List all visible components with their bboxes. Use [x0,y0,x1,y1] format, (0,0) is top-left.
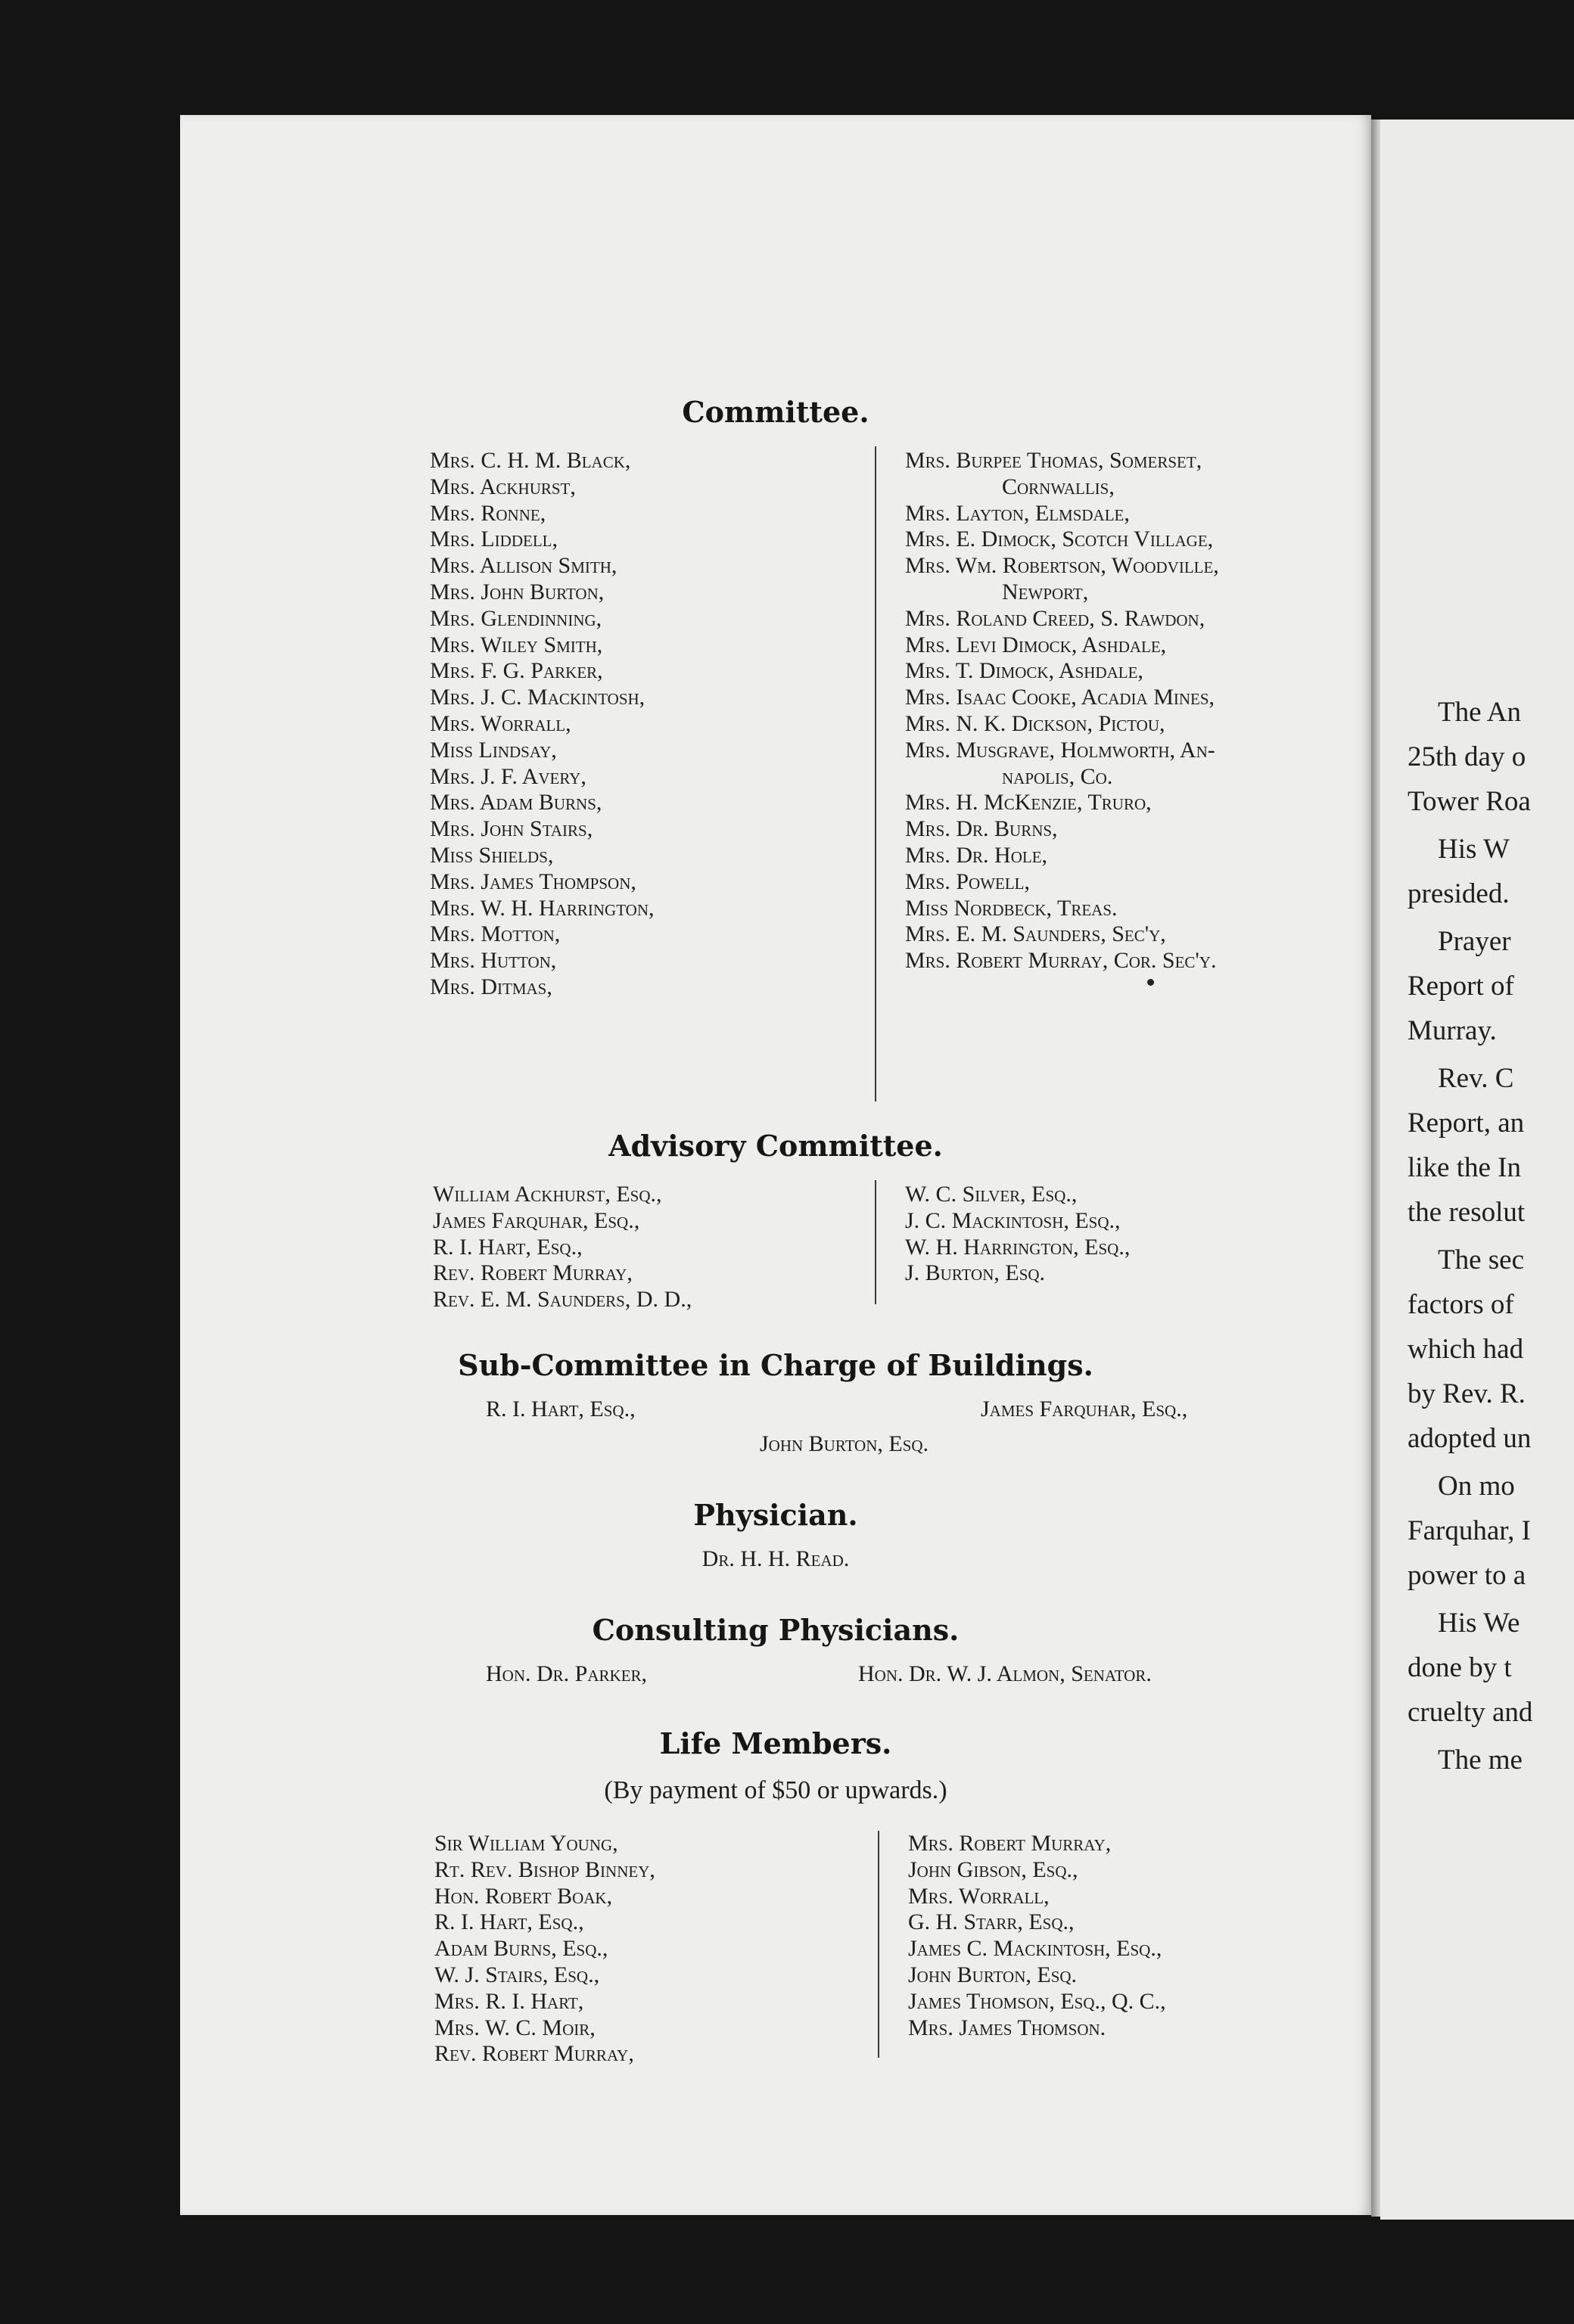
text-line: Farquhar, I [1408,1515,1531,1546]
text-line: The sec [1438,1244,1525,1275]
text-line: by Rev. R. [1408,1378,1526,1409]
text-line: presided. [1408,878,1510,909]
list-item: Hon. Robert Boak, [434,1883,613,1909]
list-item: G. H. Starr, Esq., [908,1909,1075,1935]
advisory-heading: Advisory Committee. [608,1129,943,1163]
list-item: Mrs. Roland Creed, S. Rawdon, [905,605,1205,631]
list-item: Mrs. J. F. Avery, [430,763,586,789]
list-item: Miss Shields, [430,842,554,868]
consulting-heading: Consulting Physicians. [592,1613,960,1647]
advisory-right-column [905,1182,1130,1287]
text-line: Tower Roa [1408,786,1531,817]
list-item: W. H. Harrington, Esq., [905,1234,1131,1260]
column-divider [875,1180,876,1304]
list-item: John Burton, Esq. [908,1962,1078,1987]
column-divider [878,1831,879,2058]
text-line: factors of [1408,1289,1514,1320]
text-line: Report, an [1408,1108,1525,1139]
list-item: Mrs. W. H. Harrington, [430,895,655,921]
list-item: Mrs. Worrall, [908,1883,1050,1909]
list-item: W. C. Silver, Esq., [905,1182,1078,1207]
list-item: Mrs. John Stairs, [430,816,593,842]
list-item: Rev. Robert Murray, [434,2041,634,2067]
advisory-left-column [433,1182,692,1313]
committee-heading: Committee. [682,395,869,429]
physician-name: Dr. H. H. Read. [701,1546,850,1571]
list-item: Mrs. Liddell, [430,527,558,552]
list-item: Mrs. E. Dimock, Scotch Village, [905,527,1214,552]
list-item: Mrs. Adam Burns, [430,790,602,816]
list-item: William Ackhurst, Esq., [433,1182,662,1207]
text-line: Murray. [1408,1015,1497,1046]
list-item: Mrs. Powell, [905,868,1031,894]
list-item: Mrs. Worrall, [430,710,571,736]
list-item-continuation: napolis, Co. [1002,763,1113,789]
list-item: Mrs. Ackhurst, [430,474,576,499]
column-divider [875,446,876,1101]
list-item: Mrs. N. K. Dickson, Pictou, [905,710,1165,736]
buildings-member: John Burton, Esq. [760,1431,929,1456]
list-item: Mrs. F. G. Parker, [430,658,603,684]
list-item: Mrs. James Thompson, [430,868,636,894]
list-item: W. J. Stairs, Esq., [434,1962,600,1987]
life-members-right-column [908,1831,1166,2041]
text-line: adopted un [1408,1423,1532,1454]
list-item: Mrs. Musgrave, Holmworth, An- [905,737,1215,763]
list-item: Mrs. Ditmas, [430,974,552,999]
text-line: the resolut [1408,1197,1526,1228]
buildings-heading: Sub-Committee in Charge of Buildings. [458,1348,1093,1382]
list-item: Mrs. James Thomson. [908,2015,1106,2040]
ink-dot [1147,979,1154,986]
consulting-physician: Hon. Dr. W. J. Almon, Senator. [858,1661,1152,1686]
list-item: Mrs. Levi Dimock, Ashdale, [905,632,1167,657]
text-line: cruelty and [1408,1697,1533,1728]
life-members-left-column [434,1831,655,2068]
text-line: 25th day o [1408,741,1526,772]
text-line: His W [1438,834,1510,865]
buildings-member: James Farquhar, Esq., [981,1397,1188,1421]
list-item: James C. Mackintosh, Esq., [908,1936,1162,1962]
text-line: The me [1438,1745,1523,1776]
buildings-member: R. I. Hart, Esq., [486,1397,636,1421]
list-item: Mrs. R. I. Hart, [434,1988,584,2014]
list-item: Mrs. Wm. Robertson, Woodville, [905,553,1219,579]
text-line: power to a [1408,1560,1526,1591]
list-item: James Thomson, Esq., Q. C., [908,1988,1166,2014]
consulting-physician: Hon. Dr. Parker, [486,1661,648,1686]
list-item: J. Burton, Esq. [905,1260,1046,1286]
list-item: Mrs. Robert Murray, Cor. Sec'y. [905,948,1217,974]
list-item-continuation: Cornwallis, [1002,474,1115,499]
text-line: Rev. C [1438,1063,1514,1094]
list-item: R. I. Hart, Esq., [433,1234,583,1260]
list-item: Mrs. Allison Smith, [430,553,617,579]
list-item: Rev. Robert Murray, [433,1260,633,1286]
list-item: Mrs. Isaac Cooke, Acadia Mines, [905,685,1215,710]
text-line: done by t [1408,1652,1512,1683]
text-line: The An [1438,697,1521,728]
text-line: Prayer [1438,926,1511,957]
committee-right-column [905,448,1219,974]
text-line: like the In [1408,1152,1522,1183]
list-item: Mrs. E. M. Saunders, Sec'y, [905,921,1166,947]
list-item: Mrs. Dr. Burns, [905,816,1058,842]
list-item: Mrs. John Burton, [430,579,605,604]
list-item: Miss Lindsay, [430,737,557,763]
list-item: J. C. Mackintosh, Esq., [905,1207,1121,1233]
list-item: R. I. Hart, Esq., [434,1909,584,1935]
list-item: Sir William Young, [434,1831,618,1856]
life-members-note: (By payment of $50 or upwards.) [604,1776,947,1804]
list-item: Mrs. Ronne, [430,500,546,526]
list-item: Mrs. Robert Murray, [908,1831,1112,1856]
text-line: His We [1438,1608,1520,1639]
list-item: Rev. E. M. Saunders, D. D., [433,1287,692,1313]
list-item: Mrs. T. Dimock, Ashdale, [905,658,1143,684]
list-item: Mrs. Dr. Hole, [905,842,1048,868]
list-item: Mrs. C. H. M. Black, [430,448,631,473]
list-item: Mrs. Burpee Thomas, Somerset, [905,448,1202,473]
list-item: Rt. Rev. Bishop Binney, [434,1856,655,1882]
list-item-continuation: Newport, [1002,579,1089,604]
page-gutter [1371,120,1380,2217]
physician-heading: Physician. [693,1498,858,1532]
list-item: Mrs. H. McKenzie, Truro, [905,790,1152,816]
list-item: Mrs. Glendinning, [430,605,602,631]
list-item: Mrs. Wiley Smith, [430,632,603,657]
life-members-heading: Life Members. [659,1726,892,1760]
list-item: Miss Nordbeck, Treas. [905,895,1118,921]
list-item: Mrs. W. C. Moir, [434,2015,596,2040]
right-page-text [1408,690,1533,1782]
list-item: John Gibson, Esq., [908,1856,1078,1882]
list-item: James Farquhar, Esq., [433,1207,640,1233]
text-line: Report of [1408,971,1514,1002]
text-line: On mo [1438,1471,1515,1502]
list-item: Mrs. Motton, [430,921,561,947]
committee-left-column [430,448,655,1001]
list-item: Mrs. Layton, Elmsdale, [905,500,1130,526]
left-page [180,115,1371,2215]
text-line: which had [1408,1334,1524,1365]
list-item: Adam Burns, Esq., [434,1936,608,1962]
right-page [1380,120,1574,2220]
list-item: Mrs. J. C. Mackintosh, [430,685,645,710]
list-item: Mrs. Hutton, [430,948,557,974]
